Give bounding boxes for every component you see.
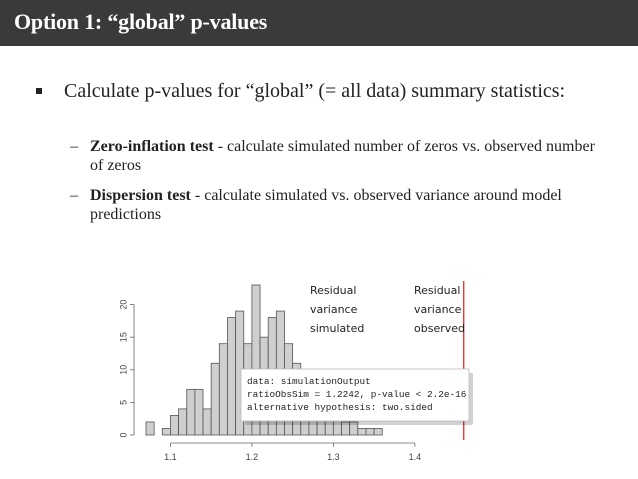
title-bar xyxy=(0,0,638,46)
histogram-bar xyxy=(374,428,382,435)
histogram-bar xyxy=(219,344,227,435)
simulated-variance-label: variance xyxy=(310,303,358,316)
y-tick-label: 15 xyxy=(118,332,129,343)
test-output-line: ratioObsSim = 1.2242, p-value < 2.2e-16 xyxy=(247,389,467,400)
histogram-bar xyxy=(358,428,366,435)
histogram-bar xyxy=(195,389,203,435)
histogram-bar xyxy=(170,415,178,435)
y-tick-label: 10 xyxy=(118,364,129,375)
slide-title: Option 1: “global” p-values xyxy=(14,9,268,34)
simulated-variance-label: simulated xyxy=(310,322,365,335)
test-output-line: data: simulationOutput xyxy=(247,376,371,387)
y-tick-label: 0 xyxy=(118,432,129,438)
histogram-svg xyxy=(108,275,503,470)
observed-variance-label: observed xyxy=(414,322,465,335)
histogram-bar xyxy=(211,363,219,435)
subbullet-body: - calculate simulated vs. observed variance around model predictions xyxy=(90,187,562,223)
x-tick-label: 1.1 xyxy=(164,452,177,462)
histogram-bar xyxy=(162,428,170,435)
histogram-bar xyxy=(227,318,235,435)
histogram-bar xyxy=(366,428,374,435)
subbullet-body: - calculate simulated number of zeros vs. observed number of zeros xyxy=(90,138,595,174)
x-tick-label: 1.4 xyxy=(408,452,422,462)
subbullet-heading: Dispersion test xyxy=(90,187,191,204)
observed-variance-label: Residual xyxy=(414,284,461,297)
bullet-square-icon xyxy=(36,88,42,94)
y-tick-label: 5 xyxy=(118,399,129,405)
histogram-bar xyxy=(187,389,195,435)
y-tick-label: 20 xyxy=(118,299,129,310)
subbullet-text xyxy=(90,186,610,224)
test-output-line: alternative hypothesis: two.sided xyxy=(247,402,433,413)
x-tick-label: 1.2 xyxy=(245,452,259,462)
x-tick-label: 1.3 xyxy=(327,452,340,462)
subbullet-heading: Zero-inflation test xyxy=(90,138,214,155)
subbullet-text xyxy=(90,137,610,175)
histogram-bar xyxy=(179,409,187,435)
simulated-variance-label: Residual xyxy=(310,284,357,297)
observed-variance-label: variance xyxy=(414,303,462,316)
dash-icon: – xyxy=(70,187,78,204)
dash-icon: – xyxy=(70,138,78,155)
histogram-bar xyxy=(203,409,211,435)
main-bullet-text: Calculate p-values for “global” (= all data) summary statistics: xyxy=(64,80,566,102)
histogram-chart xyxy=(108,275,503,470)
histogram-bar xyxy=(146,422,154,435)
